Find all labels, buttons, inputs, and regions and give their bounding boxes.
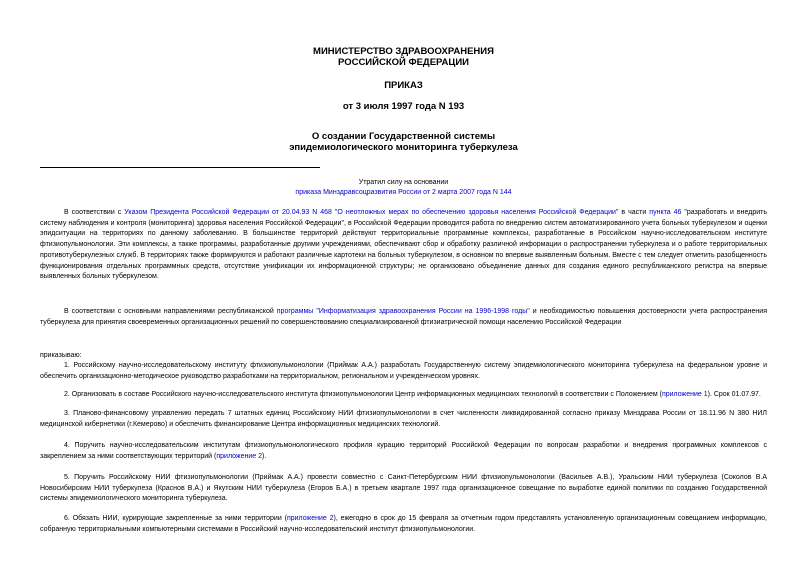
informatization-program-link[interactable]: программы "Информатизация здравоохранения России на 1996-1998 годы" xyxy=(276,308,530,315)
paragraph-item-2 xyxy=(40,390,767,401)
status-note-line2 xyxy=(0,188,807,197)
paragraph-text: В соответствии с основными направлениями республиканской xyxy=(64,308,277,315)
separator-rule xyxy=(40,167,320,168)
paragraph-item-5: 5. Поручить Российскому НИИ фтизиопульмонологии (Приймак А.А.) провести совместно с Санкт-Петербургским НИИ фтизиопульмонологии (Васильев А.В.), Уральским НИИ туберкулеза (Соколов В.А Новосибирским НИИ туберкулеза (Краснов В.А.) и Якутским НИИ туберкулеза (Егоров Б.А.) в третьем квартале 1997 года организационное совещание по выработке единой политики по созданию Государственной системы эпидемиологического мониторинга туберкулеза. xyxy=(40,474,767,503)
paragraph-item-6 xyxy=(40,514,767,535)
doc-date: от 3 июля 1997 года N 193 xyxy=(342,101,465,112)
presidential-decree-link[interactable]: Указом Президента Российской Федерации от 20.04.93 N 468 "О неотложных мерах по обеспечению здоровья населения Российской Федерации" xyxy=(124,209,619,216)
paragraph-item-4 xyxy=(40,441,767,462)
paragraph-item-3: 3. Планово-финансовому управлению передать 7 штатных единиц Российскому НИИ фтизиопульмонологии в счет численности ликвидированной согласно приказу Минздрава России от 18.11.96 N 380 НИЛ медицинской кибернетики (г.Кемерово) и обеспечить финансирование Центра информационных медицинских технологий. xyxy=(40,410,767,428)
paragraph-basis xyxy=(40,307,767,328)
paragraph-text: ). xyxy=(262,452,267,460)
paragraph-text: и необходимостью повышения достоверности учета распространения туберкулеза для принятия своевременных организационных решений по совершенствованию специализированной фтизиатрической помощи населению Российской Федерации xyxy=(40,308,767,326)
repeal-order-link[interactable]: приказа Минздравсоцразвития России от 2 марта 2007 года N 144 xyxy=(295,189,512,196)
paragraph-order-word: приказываю: xyxy=(40,352,82,359)
paragraph-text: ). Срок 01.07.97. xyxy=(707,391,761,398)
paragraph-text: 6. Обязать НИИ, курирующие закрепленные за ними территории ( xyxy=(64,515,287,522)
ministry-name-line2: РОССИЙСКОЙ ФЕДЕРАЦИИ xyxy=(337,57,469,68)
paragraph-text: "разработать и внедрить систему наблюдения и контроля (мониторинга) здоровья населения Российской Федерации", в Российской Федерации проводится работа по внедрению систем автоматизированного учета больных туберкулезом и оценки эпидситуации на территориях по данному заболеванию. В большинстве территорий действуют территориальные программные комплексы, разработанные в Российском научно-исследовательском институте фтизиопульмонологии. Эти комплексы, а также программы, разработанные другими учреждениями, обеспечивают сбор и обработку различной информации о распространении туберкулеза и о работе территориальных противотуберкулезных служб. В территориях также формируются и работают различные картотеки на больных туберкулезом, в основном по впервые выявленным больным. Вместе с тем следует отметить разобщенность функционирования отдельных программных средств, отсутствие унификации их информационной структуры; не организовано объединение данных для создания единого республиканского регистра на впервые выявленных больных туберкулезом. xyxy=(40,209,767,281)
appendix-2-link[interactable]: приложение 2 xyxy=(286,515,334,522)
paragraph-text: ), ежегодно в срок до 15 февраля за отчетным годом представлять установленную организационным совещанием информацию, собранную территориальными компьютерными системами в Российский научно-исследовательский институт фтизиопульмонологии. xyxy=(40,515,767,533)
appendix-1-link[interactable]: приложение 1 xyxy=(661,391,708,398)
doc-title-line1: О создании Государственной системы xyxy=(311,131,496,142)
ministry-name-line1: МИНИСТЕРСТВО ЗДРАВООХРАНЕНИЯ xyxy=(313,46,494,57)
paragraph-text: 2. Организовать в составе Российского научно-исследовательского института фтизиопульмонологии Центр информационных медицинских технологий в соответствии с Положением ( xyxy=(64,391,662,398)
paragraph-text: В соответствии с xyxy=(64,209,125,216)
appendix-2-link[interactable]: приложение 2 xyxy=(216,452,262,460)
paragraph-item-1: 1. Российскому научно-исследовательскому институту фтизиопульмонологии (Приймак А.А.) разработать Государственную систему эпидемиологического мониторинга туберкулеза на федеральном уровне и обеспечить организационно-методическое руководство разработками на территориальном, региональном и учрежденческом уровнях. xyxy=(40,362,767,380)
paragraph-preamble xyxy=(40,208,767,283)
clause-46-link[interactable]: пункта 46 xyxy=(649,209,682,216)
doc-type: ПРИКАЗ xyxy=(384,80,423,91)
paragraph-text: 4. Поручить научно-исследовательским институтам фтизиопульмонологического профиля курацию территорий Российской Федерации по вопросам разработки и внедрения программных комплексов с закреплением за ними соответствующих территорий ( xyxy=(40,442,767,460)
paragraph-text: в части xyxy=(618,209,650,216)
doc-title-line2: эпидемиологического мониторинга туберкулеза xyxy=(289,142,518,153)
status-note-text: Утратил силу на основании xyxy=(358,179,449,186)
